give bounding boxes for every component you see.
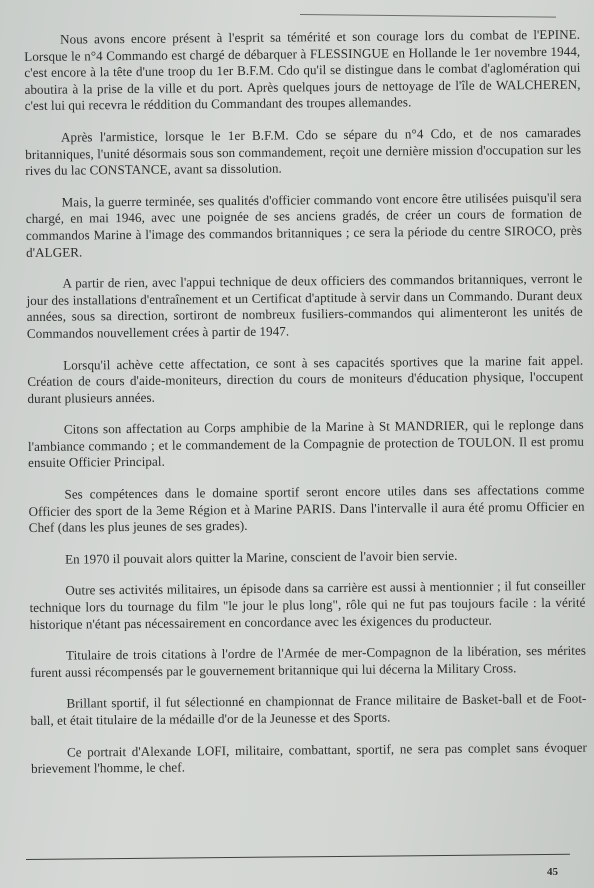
paragraph: Citons son affectation au Corps amphibie de la Marine à St MANDRIER, qui le replonge dans l'ambiance commando ; et le commandement de la Compagnie de protection de TOULON. Il est promu ensuite Officier Principal. xyxy=(27,416,585,471)
top-rule xyxy=(300,14,556,18)
paragraph: Outre ses activités militaires, un épisode dans sa carrière est aussi à mentionnier ; il fut conseiller technique lors du tournage du film "le jour le plus long", rôle qui ne fut pas toujours facile : la vérité historique n'étant pas nécessairement en concordance avec les éxigences du producteur. xyxy=(29,578,586,632)
bottom-rule xyxy=(26,854,570,860)
paragraph: Titulaire de trois citations à l'ordre de l'Armée de mer-Compagnon de la libération, ses mérites furent aussi récompensés par le gouvernement britannique qui lui décerna la Military Cross. xyxy=(30,642,587,680)
paragraph: Lorsqu'il achève cette affectation, ce sont à ses capacités sportives que la marine fait appel. Création de cours d'aide-moniteurs, direction du cours de moniteurs d'éducation physique, l'occupent durant plusieurs années. xyxy=(27,352,584,406)
paragraph: En 1970 il pouvait alors quitter la Marine, conscient de l'avoir bien servie. xyxy=(64,547,458,567)
paragraph: Ce portrait d'Alexande LOFI, militaire, combattant, sportif, ne sera pas complet sans évoquer brievement l'homme, le chef. xyxy=(30,739,587,777)
text-body xyxy=(24,27,587,793)
paragraph: Mais, la guerre terminée, ses qualités d'officier commando vont encore être utilisées puisqu'il sera chargé, en mai 1946, avec une poignée de ses anciens gradés, de créer un cours de formation de commandos Marine à l'image des commandos britanniques ; ce sera la période du centre SIROCO, près d'ALGER. xyxy=(25,189,582,260)
paragraph: Ses compétences dans le domaine sportif seront encore utiles dans ses affectations comme Officier des sport de la 3eme Région et à Marine PARIS. Dans l'intervalle il aura été promu Officier en Chef (dans les plus jeunes de ses grades). xyxy=(28,481,585,536)
paragraph: Nous avons encore présent à l'esprit sa témérité et son courage lors du combat de l'EPINE. Lorsque le n°4 Commando est chargé de débarquer à FLESSINGUE en Hollande le 1er novembre 1944, c'est encore à la tête d'une troop du 1er B.F.M. Cdo qu'il se distingue dans le combat d'aglomération qui aboutira à la prise de la ville et du port. Après quelques jours de nettoyage de l'île de WALCHEREN, c'est lui qui recevra le réddition du Commandant des troupes allemandes. xyxy=(24,26,581,114)
paragraph: A partir de rien, avec l'appui technique de deux officiers des commandos britanniques, verront le jour des installations d'entraînement et un Certificat d'aptitude à servir dans un Commando. Durant deux années, sous sa direction, sortiront de nombreux fusiliers-commandos qui alimenteront les unités de Commandos nouvellement crées à partir de 1947. xyxy=(26,270,583,341)
paragraph: Après l'armistice, lorsque le 1er B.F.M. Cdo se sépare du n°4 Cdo, et de nos camarades britanniques, l'unité désormais sous son commandement, reçoit une dernière mission d'occupation sur les rives du lac CONSTANCE, avant sa dissolution. xyxy=(25,124,582,179)
page-number: 45 xyxy=(547,866,558,878)
paragraph: Brillant sportif, il fut sélectionné en championnat de France militaire de Basket-ball et de Foot-ball, et était titulaire de la médaille d'or de la Jeunesse et des Sports. xyxy=(30,691,587,728)
